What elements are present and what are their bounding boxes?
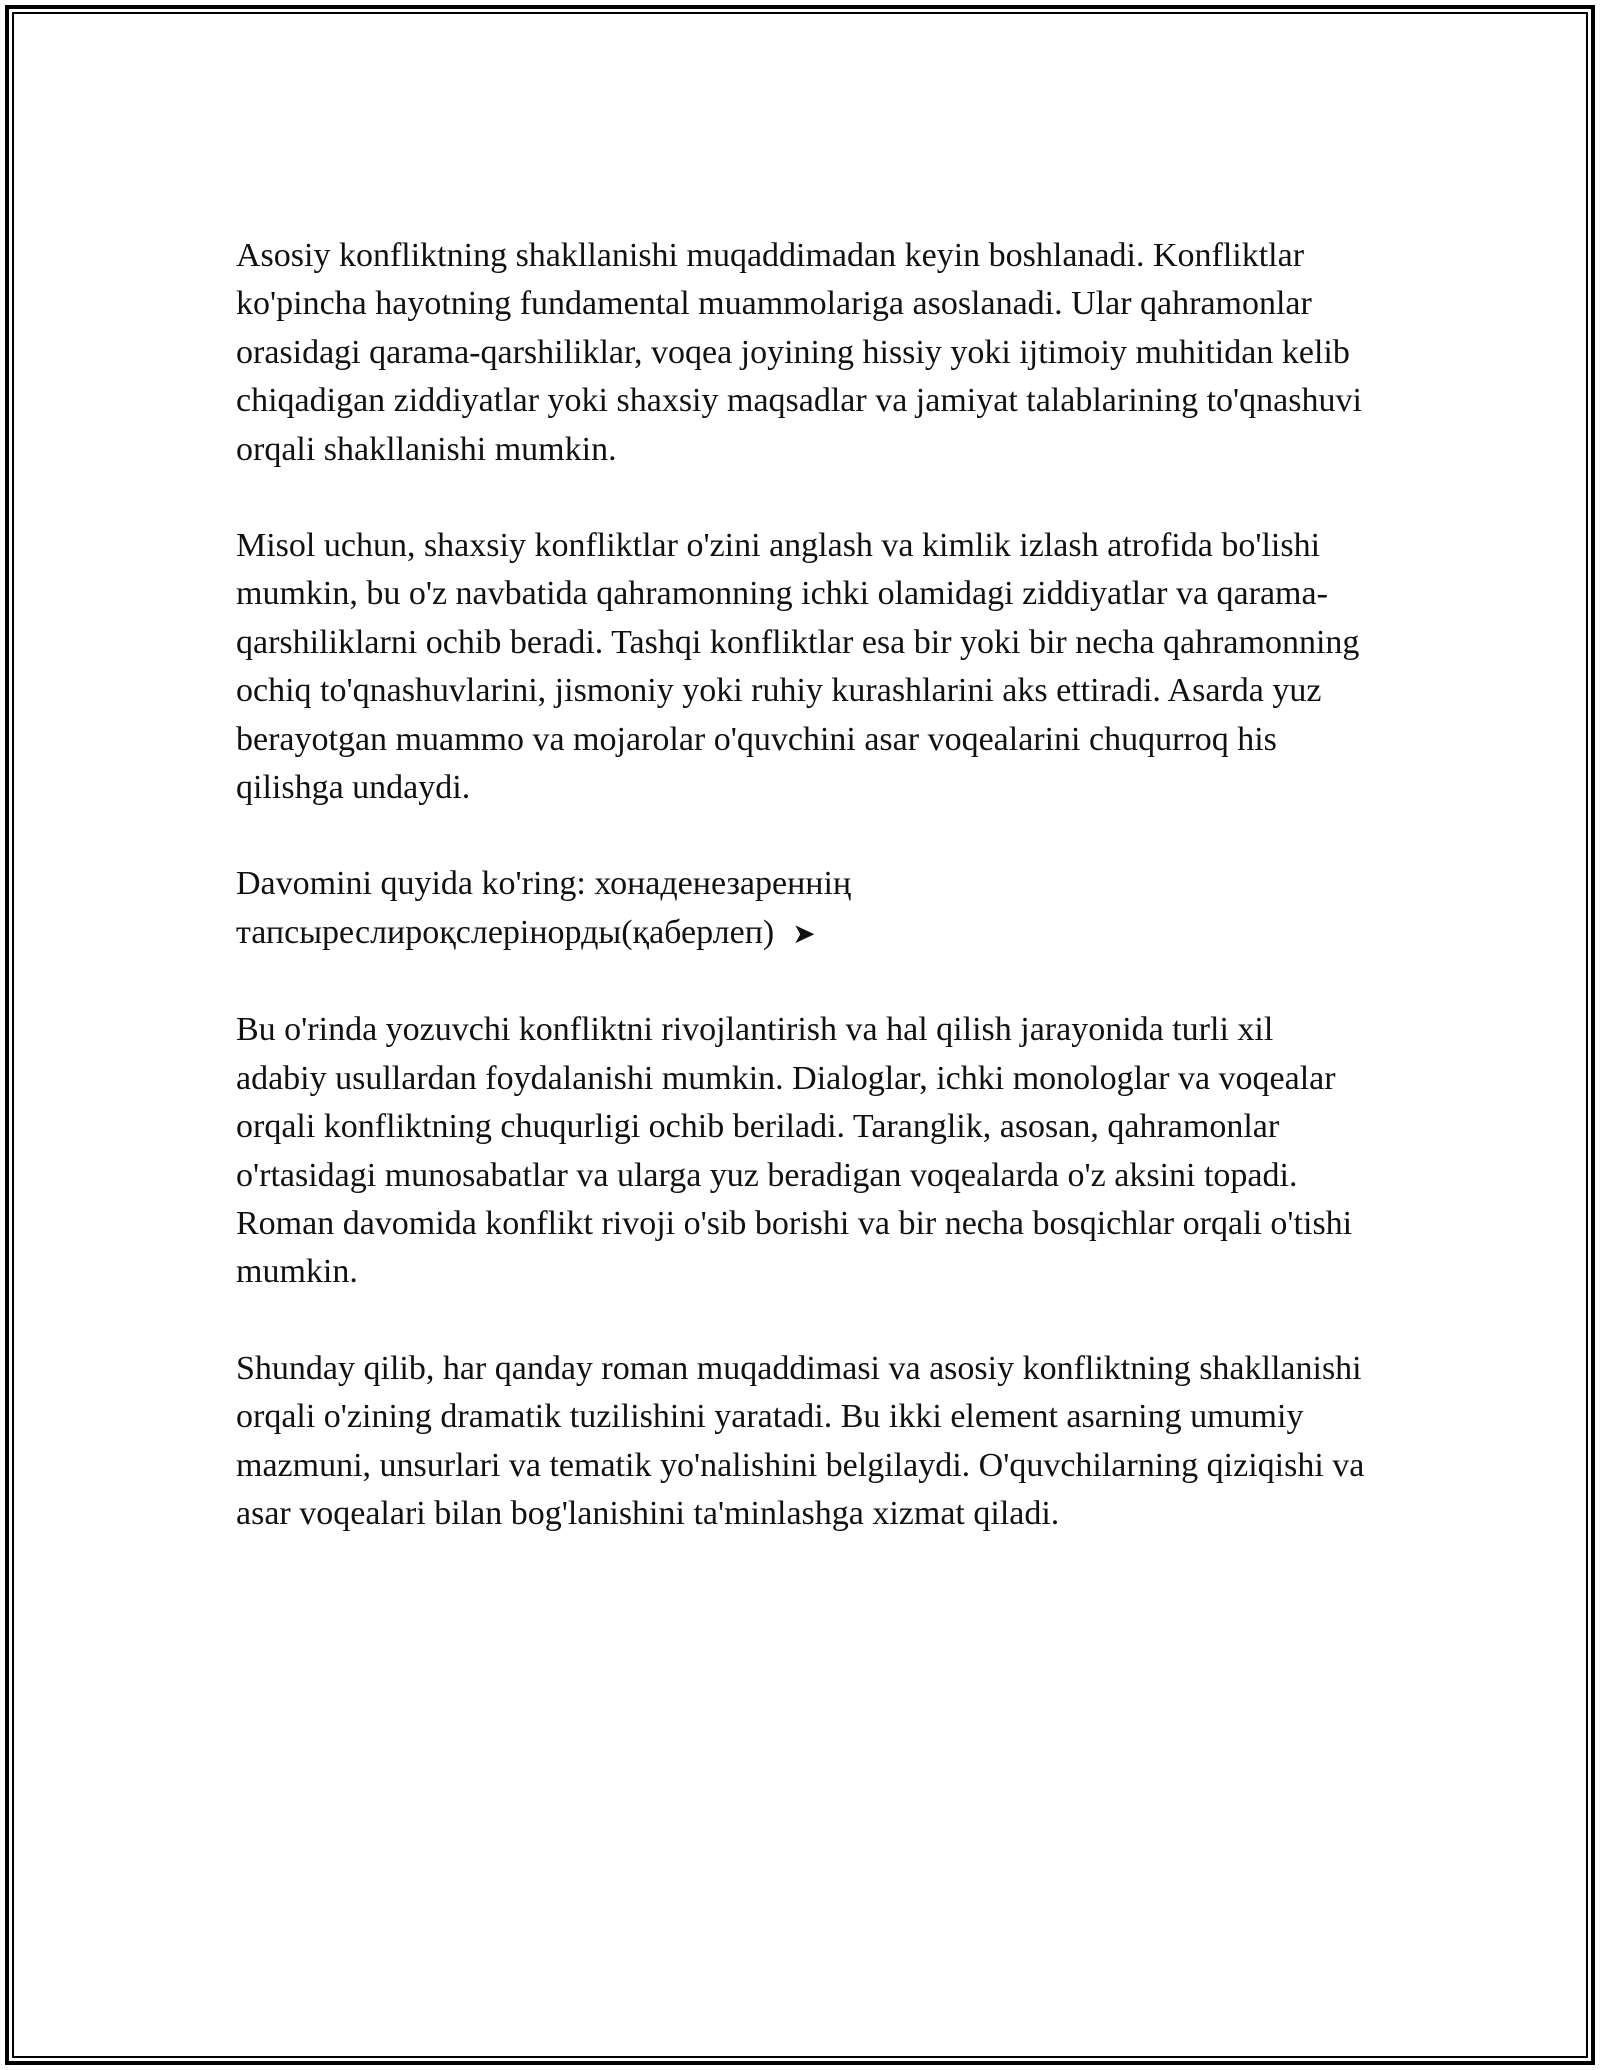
arrow-right-icon[interactable]: ➤ bbox=[792, 916, 816, 950]
paragraph-4: Shunday qilib, har qanday roman muqaddimasi va asosiy konfliktning shakllanishi orqali o'zining dramatik tuzilishini yaratadi. Bu ikki element asarning umumiy mazmuni, unsurlari va tematik yo'nalishini belgilaydi. O'quvchilarning qiziqishi va asar voqealari bilan bog'lanishini ta'minlashga xizmat qiladi. bbox=[236, 1349, 1365, 1532]
continue-reading-line bbox=[236, 860, 1366, 958]
continue-label: Davomini quyida ko'ring: bbox=[236, 865, 586, 903]
paragraph-2: Misol uchun, shaxsiy konfliktlar o'zini anglash va kimlik izlash atrofida bo'lishi mumkin, bu o'z navbatida qahramonning ichki olamidagi ziddiyatlar va qarama-qarshiliklarni ochib beradi. Tashqi konfliktlar esa bir yoki bir necha qahramonning ochiq to'qnashuvlarini, jismoniy yoki ruhiy kurashlarini aks ettiradi. Asarda yuz berayotgan muammo va mojarolar o'quvchini asar voqealarini chuqurroq his qilishga undaydi. bbox=[236, 527, 1360, 807]
document-body bbox=[236, 232, 1366, 1586]
paragraph-3: Bu o'rinda yozuvchi konfliktni rivojlantirish va hal qilish jarayonida turli xil adabiy usullardan foydalanishi mumkin. Dialoglar, ichki monologlar va voqealar orqali konfliktning chuqurligi ochib beriladi. Taranglik, asosan, qahramonlar o'rtasidagi munosabatlar va ularga yuz beradigan voqealarda o'z aksini topadi. Roman davomida konflikt rivoji o'sib borishi va bir necha bosqichlar orqali o'tishi mumkin. bbox=[236, 1011, 1353, 1291]
continue-link[interactable]: хонаденезареннің тапсыреслироқслерінорды(қаберлеп) bbox=[236, 865, 852, 951]
paragraph-1: Asosiy konfliktning shakllanishi muqaddimadan keyin boshlanadi. Konfliktlar ko'pincha hayotning fundamental muammolariga asoslanadi. Ular qahramonlar orasidagi qarama-qarshiliklar, voqea joyining hissiy yoki ijtimoiy muhitidan kelib chiqadigan ziddiyatlar yoki shaxsiy maqsadlar va jamiyat talablarining to'qnashuvi orqali shakllanishi mumkin. bbox=[236, 237, 1362, 468]
